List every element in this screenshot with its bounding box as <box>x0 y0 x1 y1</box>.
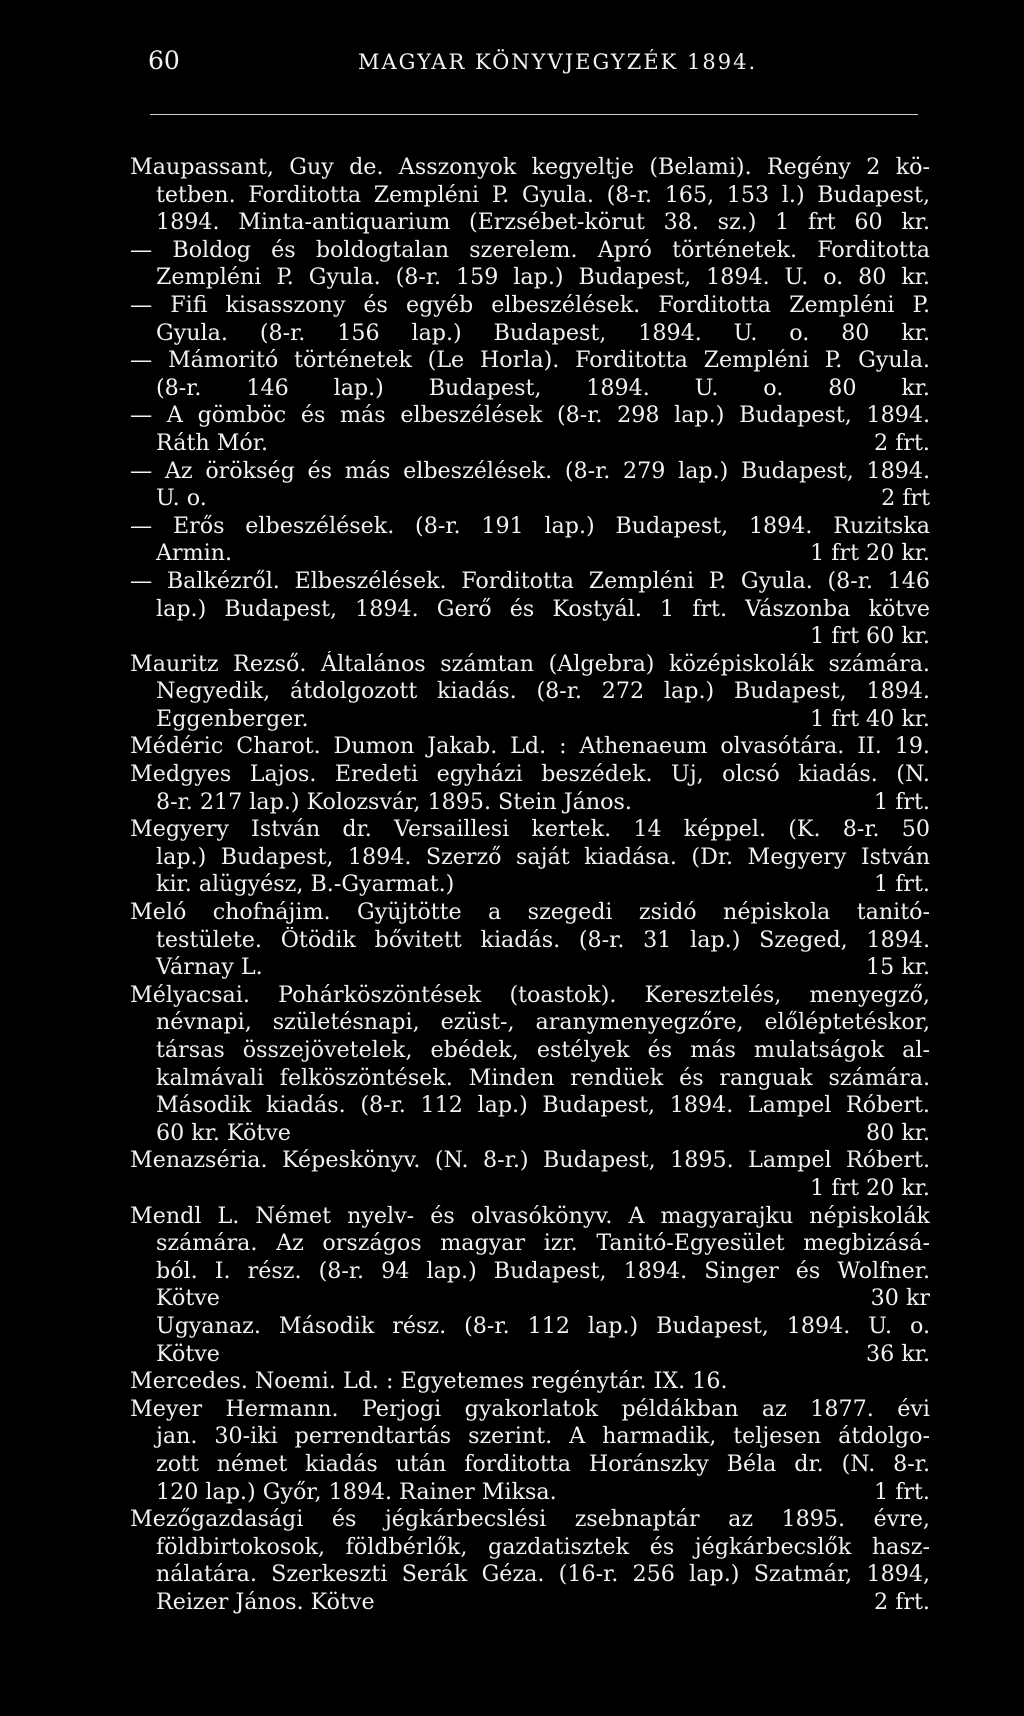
text-line: — Balkézről. Elbeszélések. Forditotta Zempléni P. Gyula. (8-r. 146 <box>130 567 930 594</box>
text-line: (8-r. 146 lap.) Budapest, 1894. U. o. 80 kr. <box>156 374 930 401</box>
entry-block <box>130 154 930 1616</box>
text-line <box>130 1341 930 1369</box>
line-text: Várnay L. <box>156 954 263 981</box>
text-line: — Mámoritó történetek (Le Horla). Forditotta Zempléni P. Gyula. <box>130 347 930 374</box>
running-title: MAGYAR KÖNYVJEGYZÉK 1894. <box>358 50 758 74</box>
text-line: nálatára. Szerkeszti Serák Géza. (16-r. 256 lap.) Szatmár, 1894, <box>156 1561 930 1588</box>
price: 1 frt 20 kr. <box>810 540 930 567</box>
price: 15 kr. <box>866 954 930 981</box>
text-line: földbirtokosok, földbérlők, gazdatisztek és jégkárbecslők hasz- <box>156 1533 930 1560</box>
price: 1 frt. <box>874 1478 930 1505</box>
text-line: lap.) Budapest, 1894. Szerző saját kiadása. (Dr. Megyery István <box>156 843 930 870</box>
text-line: 1894. Minta-antiquarium (Erzsébet-körut 38. sz.) 1 frt 60 kr. <box>156 209 930 236</box>
line-text: Ráth Mór. <box>156 429 268 456</box>
price: 2 frt. <box>874 429 930 456</box>
text-line <box>130 871 930 899</box>
text-line: Zempléni P. Gyula. (8-r. 159 lap.) Budapest, 1894. U. o. 80 kr. <box>156 264 930 291</box>
price: 36 kr. <box>866 1340 930 1367</box>
text-line: Gyula. (8-r. 156 lap.) Budapest, 1894. U. o. 80 kr. <box>156 319 930 346</box>
catalog-entries <box>130 154 930 1616</box>
price: 2 frt <box>881 485 930 512</box>
text-line: — A gömböc és más elbeszélések (8-r. 298 lap.) Budapest, 1894. <box>130 402 930 429</box>
text-line <box>130 623 930 651</box>
price: 2 frt. <box>874 1588 930 1615</box>
price: 1 frt. <box>874 788 930 815</box>
text-line <box>130 540 930 568</box>
text-line: — Fifi kisasszony és egyéb elbeszélések. Forditotta Zempléni P. <box>130 291 930 318</box>
text-line: Medgyes Lajos. Eredeti egyházi beszédek. Uj, olcsó kiadás. (N. <box>130 761 930 788</box>
text-line <box>130 1120 930 1148</box>
header-rule <box>150 114 918 115</box>
text-line: Mercedes. Noemi. Ld. : Egyetemes regénytár. IX. 16. <box>130 1368 728 1395</box>
price: 30 kr <box>870 1285 930 1312</box>
line-text: Kötve <box>156 1285 220 1312</box>
text-line: Menazséria. Képeskönyv. (N. 8-r.) Budapest, 1895. Lampel Róbert. <box>130 1147 930 1174</box>
line-text: U. o. <box>156 485 207 512</box>
text-line: névnapi, születésnapi, ezüst-, aranymenyegzőre, előléptetéskor, <box>156 1009 930 1036</box>
text-line: zott német kiadás után forditotta Horánszky Béla dr. (N. 8-r. <box>156 1450 930 1477</box>
text-line <box>130 1285 930 1313</box>
line-text: 8-r. 217 lap.) Kolozsvár, 1895. Stein János. <box>156 788 632 815</box>
text-line: Mendl L. Német nyelv- és olvasókönyv. A magyarajku népiskolák <box>130 1202 930 1229</box>
text-line: Negyedik, átdolgozott kiadás. (8-r. 272 lap.) Budapest, 1894. <box>156 678 930 705</box>
price: 1 frt 20 kr. <box>810 1174 930 1201</box>
text-line <box>130 789 930 817</box>
price: 80 kr. <box>866 1119 930 1146</box>
text-line <box>130 485 930 513</box>
text-line <box>130 430 930 458</box>
line-text: 120 lap.) Győr, 1894. Rainer Miksa. <box>156 1478 557 1505</box>
price: 1 frt 40 kr. <box>810 705 930 732</box>
text-line: Meyer Hermann. Perjogi gyakorlatok példákban az 1877. évi <box>130 1395 930 1422</box>
text-line <box>130 1589 930 1617</box>
line-text: Reizer János. Kötve <box>156 1588 375 1615</box>
line-text: Kötve <box>156 1340 220 1367</box>
price: 1 frt 60 kr. <box>810 623 930 650</box>
text-line: tetben. Forditotta Zempléni P. Gyula. (8-r. 165, 153 l.) Budapest, <box>156 181 930 208</box>
text-line: számára. Az országos magyar izr. Tanitó-Egyesület megbizásá- <box>156 1230 930 1257</box>
page-header <box>148 46 916 82</box>
line-text: 60 kr. Kötve <box>156 1119 291 1146</box>
line-text: kir. alügyész, B.-Gyarmat.) <box>156 871 455 898</box>
text-line <box>130 1175 930 1203</box>
text-line: Második kiadás. (8-r. 112 lap.) Budapest, 1894. Lampel Róbert. <box>156 1092 930 1119</box>
text-line: Mélyacsai. Pohárköszöntések (toastok). Keresztelés, menyegző, <box>130 981 930 1008</box>
text-line: Meló chofnájim. Gyüjtötte a szegedi zsidó népiskola tanitó- <box>130 899 930 926</box>
price: 1 frt. <box>874 871 930 898</box>
text-line <box>130 954 930 982</box>
line-text: Armin. <box>156 540 233 567</box>
text-line: Maupassant, Guy de. Asszonyok kegyeltje (Belami). Regény 2 kö- <box>130 154 930 180</box>
text-line: — Az örökség és más elbeszélések. (8-r. 279 lap.) Budapest, 1894. <box>130 457 930 484</box>
text-line: kalmávali felköszöntések. Minden rendüek és ranguak számára. <box>156 1064 930 1091</box>
text-line: Mezőgazdasági és jégkárbecslési zsebnaptár az 1895. évre, <box>130 1506 930 1533</box>
text-line: Médéric Charot. Dumon Jakab. Ld. : Athenaeum olvasótára. II. 19. <box>130 733 930 760</box>
text-line: ból. I. rész. (8-r. 94 lap.) Budapest, 1894. Singer és Wolfner. <box>156 1257 930 1284</box>
text-line: Mauritz Rezső. Általános számtan (Algebra) középiskolák számára. <box>130 650 930 677</box>
text-line <box>130 1479 930 1507</box>
page-number: 60 <box>148 46 180 75</box>
text-line: — Boldog és boldogtalan szerelem. Apró történetek. Forditotta <box>130 236 930 263</box>
text-line: társas összejövetelek, ebédek, estélyek és más mulatságok al- <box>156 1037 930 1063</box>
text-line: lap.) Budapest, 1894. Gerő és Kostyál. 1 frt. Vászonba kötve <box>156 595 930 622</box>
text-line: — Erős elbeszélések. (8-r. 191 lap.) Budapest, 1894. Ruzitska <box>130 512 930 539</box>
text-line: Ugyanaz. Második rész. (8-r. 112 lap.) Budapest, 1894. U. o. <box>156 1312 930 1339</box>
text-line: testülete. Ötödik bővitett kiadás. (8-r. 31 lap.) Szeged, 1894. <box>156 926 930 953</box>
text-line: jan. 30-iki perrendtartás szerint. A harmadik, teljesen átdolgo- <box>156 1423 930 1450</box>
text-line <box>130 706 930 734</box>
line-text: Eggenberger. <box>156 705 309 732</box>
text-line: Megyery István dr. Versaillesi kertek. 14 képpel. (K. 8-r. 50 <box>130 816 930 843</box>
